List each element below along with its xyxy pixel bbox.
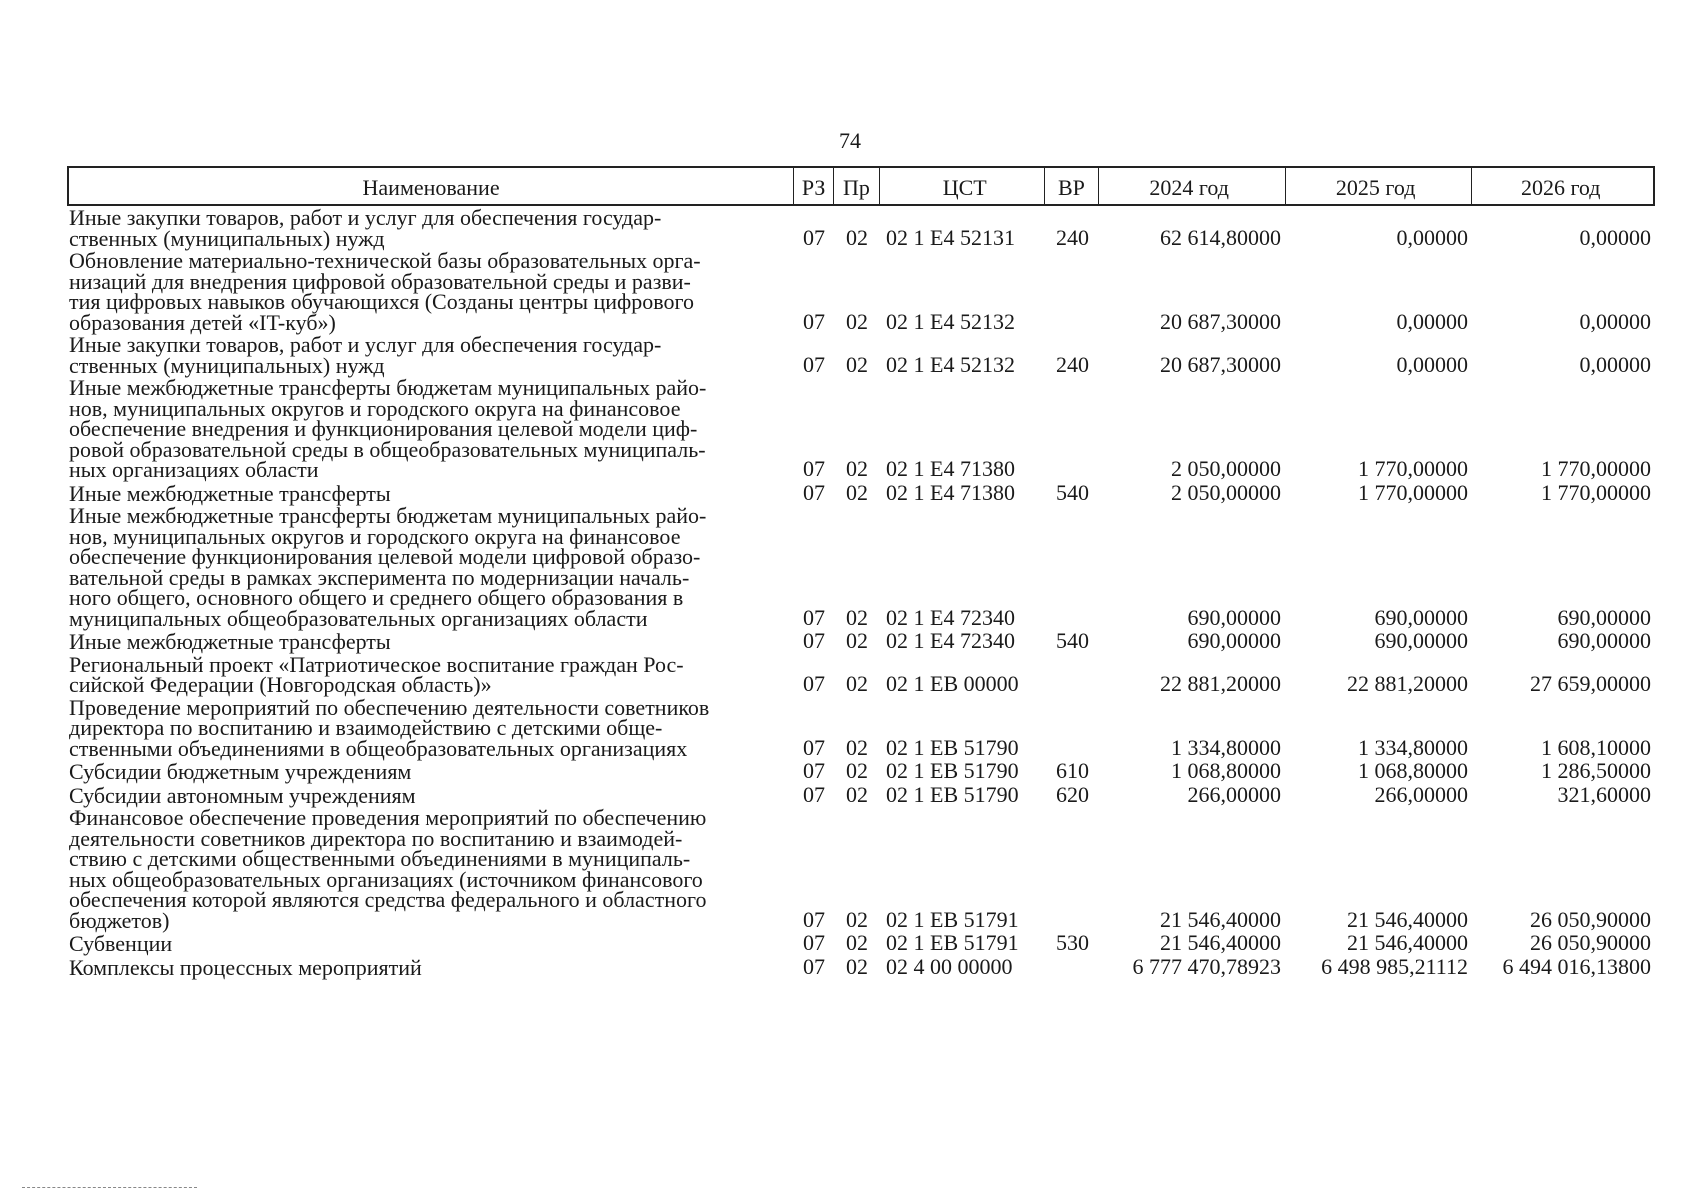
row-2024: 21 546,40000 [1160,906,1281,932]
row-2026: 1 770,00000 [1541,479,1651,505]
row-rz: 07 [803,628,825,653]
row-2024: 21 546,40000 [1160,930,1281,955]
row-rz: 07 [803,479,825,505]
row-pr: 02 [846,604,868,630]
row-name: Обновление материально-технической базы образовательных орга- низаций для внедрения цифровой образовательной среды и разви- тия цифровых навыков обучающихся (Созданы центры цифрового образования детей «IT-куб») [69,248,701,335]
header-vr: ВР [1045,168,1100,204]
row-rz: 07 [803,781,825,807]
row-2024: 22 881,20000 [1160,671,1281,696]
row-vr: 620 [1056,781,1089,807]
table-row [67,805,1655,933]
row-rz: 07 [803,351,825,377]
row-cst: 02 1 Е4 52132 [886,351,1015,377]
row-2024: 266,00000 [1187,781,1281,807]
row-cst: 02 4 00 00000 [886,953,1013,979]
row-2025: 690,00000 [1374,604,1468,630]
row-name: Иные межбюджетные трансферты бюджетам муниципальных райо- нов, муниципальных округов и городского округа на финансовое обеспечение внедрения и функционирования целевой модели циф- ровой образовательной среды в общеобразовательных муниципаль- ных организациях области [69,375,707,482]
row-rz: 07 [803,308,825,334]
table-row [67,503,1655,631]
row-2025: 21 546,40000 [1347,906,1468,932]
row-2024: 2 050,00000 [1171,479,1281,505]
row-2025: 0,00000 [1396,351,1468,377]
row-name: Иные межбюджетные трансферты [69,629,391,654]
row-cst: 02 1 ЕВ 51790 [886,758,1019,783]
table-row [67,930,1655,956]
row-name: Комплексы процессных мероприятий [69,954,422,980]
row-cst: 02 1 Е4 72340 [886,604,1015,630]
row-2026: 26 050,90000 [1530,906,1651,932]
row-2024: 690,00000 [1187,628,1281,653]
row-cst: 02 1 Е4 71380 [886,479,1015,505]
row-2026: 0,00000 [1579,351,1651,377]
table-row [67,694,1655,761]
header-2025: 2025 год [1286,168,1473,204]
row-name: Субвенции [69,931,173,956]
row-name: Иные межбюджетные трансферты бюджетам муниципальных райо- нов, муниципальных округов и городского округа на финансовое обеспечение функционирования целевой модели цифровой образо- вательной среды в рамках эксперимента по модернизации началь- ного общего, основного общего и среднего общего образования в муниципальных общеобразовательных организациях области [69,503,707,631]
row-pr: 02 [846,479,868,505]
row-vr: 540 [1056,628,1089,653]
row-2026: 0,00000 [1579,224,1651,250]
table-row [67,332,1655,378]
row-vr: 240 [1056,224,1089,250]
row-2025: 22 881,20000 [1347,671,1468,696]
row-pr: 02 [846,906,868,932]
row-2026: 0,00000 [1579,308,1651,334]
row-2025: 0,00000 [1396,224,1468,250]
table-header [67,166,1655,206]
row-name: Финансовое обеспечение проведения мероприятий по обеспечению деятельности советников директора по воспитанию и взаимодей- ствию с детскими общественными объединениями в муниципаль- ных общеобразовательных организациях (источником финансового обеспечения которой являются средства федерального и областного бюджетов) [69,805,707,933]
row-cst: 02 1 ЕВ 51791 [886,906,1019,932]
row-2026: 6 494 016,13800 [1502,953,1651,979]
row-2026: 1 770,00000 [1541,456,1651,481]
row-name: Субсидии бюджетным учреждениям [69,759,412,784]
table-row [67,375,1655,482]
table-row [67,953,1655,980]
row-pr: 02 [846,224,868,250]
row-2025: 6 498 985,21112 [1321,953,1468,979]
row-vr [1045,977,1100,978]
header-cst: ЦСТ [880,168,1045,204]
row-cst: 02 1 Е4 71380 [886,456,1015,481]
row-cst: 02 1 Е4 52132 [886,308,1015,334]
row-2025: 690,00000 [1374,628,1468,653]
row-vr: 530 [1056,930,1089,955]
row-name: Субсидии автономным учреждениям [69,782,416,808]
header-pr: Пр [834,168,880,204]
row-pr: 02 [846,308,868,334]
row-rz: 07 [803,758,825,783]
table-row [67,758,1655,784]
row-pr: 02 [846,758,868,783]
row-2026: 321,60000 [1557,781,1651,807]
row-cst: 02 1 ЕВ 00000 [886,671,1019,696]
table-row [67,651,1655,697]
row-name: Иные межбюджетные трансферты [69,480,391,506]
row-2025: 21 546,40000 [1347,930,1468,955]
row-cst: 02 1 ЕВ 51791 [886,930,1019,955]
row-rz: 07 [803,456,825,481]
table-row [67,479,1655,506]
row-2026: 690,00000 [1557,604,1651,630]
row-rz: 07 [803,671,825,696]
row-rz: 07 [803,224,825,250]
row-2025: 266,00000 [1374,781,1468,807]
row-rz: 07 [803,734,825,760]
row-pr: 02 [846,781,868,807]
row-2025: 1 068,80000 [1358,758,1468,783]
row-cst: 02 1 Е4 52131 [886,224,1015,250]
row-vr: 240 [1056,351,1089,377]
row-cst: 02 1 Е4 72340 [886,628,1015,653]
row-cst: 02 1 ЕВ 51790 [886,781,1019,807]
row-pr: 02 [846,456,868,481]
row-2024: 1 068,80000 [1171,758,1281,783]
table-row [67,628,1655,654]
row-2024: 20 687,30000 [1160,308,1281,334]
budget-table [67,166,1655,978]
row-pr: 02 [846,953,868,979]
row-2026: 27 659,00000 [1530,671,1651,696]
table-row [67,205,1655,251]
row-name: Иные закупки товаров, работ и услуг для обеспечения государ- ственных (муниципальных) нужд [69,332,662,378]
row-2026: 1 608,10000 [1541,734,1651,760]
row-rz: 07 [803,906,825,932]
row-2024: 62 614,80000 [1160,224,1281,250]
row-rz: 07 [803,953,825,979]
row-2026: 690,00000 [1557,628,1651,653]
row-2025: 1 334,80000 [1358,734,1468,760]
table-row [67,781,1655,808]
table-row [67,248,1655,335]
row-pr: 02 [846,734,868,760]
row-rz: 07 [803,930,825,955]
row-2025: 1 770,00000 [1358,479,1468,505]
row-pr: 02 [846,351,868,377]
row-cst: 02 1 ЕВ 51790 [886,734,1019,760]
header-2024: 2024 год [1099,168,1286,204]
header-2026: 2026 год [1520,175,1601,200]
row-name: Проведение мероприятий по обеспечению деятельности советников директора по воспитанию и взаимодействию с детскими обще- ственными объединениями в общеобразовательных организациях [69,694,710,761]
row-vr: 540 [1056,479,1089,505]
header-name: Наименование [69,168,794,204]
row-vr: 610 [1056,758,1089,783]
row-2026: 1 286,50000 [1541,758,1651,783]
row-vr [1045,695,1100,696]
footer-divider [22,1187,197,1188]
row-rz: 07 [803,604,825,630]
row-pr: 02 [846,671,868,696]
row-2025: 0,00000 [1396,308,1468,334]
row-name: Региональный проект «Патриотическое воспитание граждан Рос- сийской Федерации (Новгородская область)» [69,651,684,697]
row-2024: 6 777 470,78923 [1132,953,1281,979]
row-2026: 26 050,90000 [1530,930,1651,955]
row-pr: 02 [846,628,868,653]
page-number: 74 [839,128,861,153]
row-2024: 2 050,00000 [1171,456,1281,481]
row-2024: 20 687,30000 [1160,351,1281,377]
row-2024: 690,00000 [1187,604,1281,630]
row-vr [1045,332,1100,333]
row-2024: 1 334,80000 [1171,734,1281,760]
row-2025: 1 770,00000 [1358,456,1468,481]
row-name: Иные закупки товаров, работ и услуг для обеспечения государ- ственных (муниципальных) нужд [69,205,662,251]
header-rz: РЗ [794,168,834,204]
row-pr: 02 [846,930,868,955]
